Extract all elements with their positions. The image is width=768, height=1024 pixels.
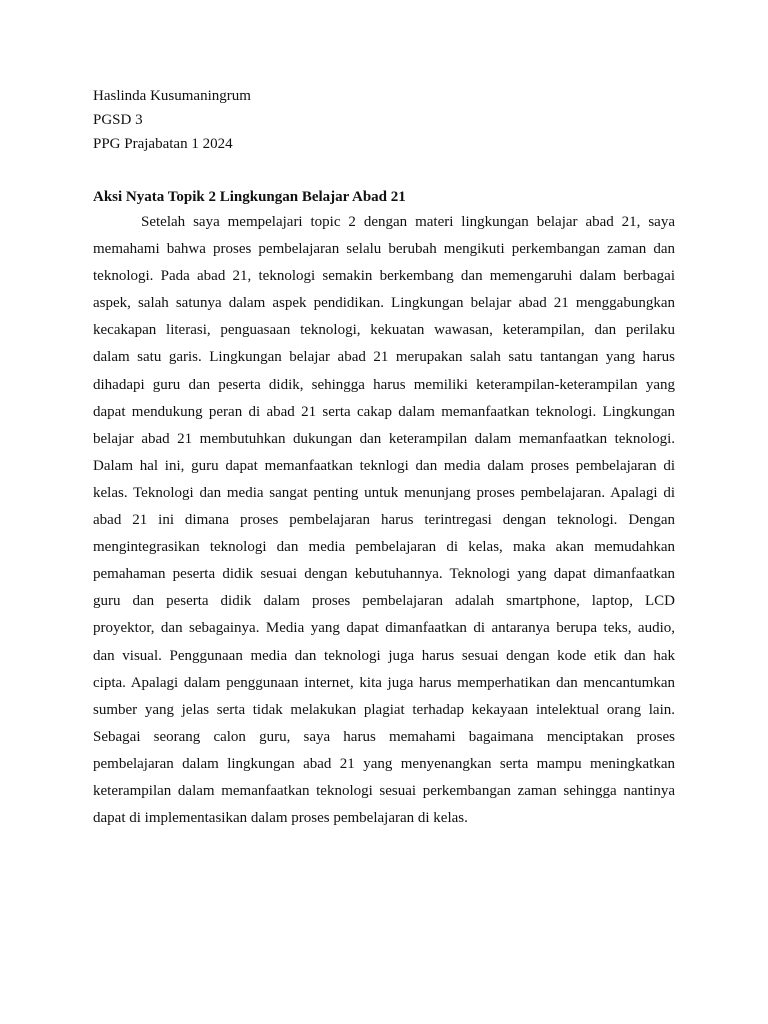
- paragraph-line: Dalam hal ini, guru dapat memanfaatkan teknlogi dan media dalam proses pembelajaran di: [93, 457, 675, 474]
- paragraph-line: guru dan peserta didik dalam proses pembelajaran adalah smartphone, laptop, LCD: [93, 593, 675, 610]
- paragraph-line: pemahaman peserta didik sesuai dengan kebutuhannya. Teknologi yang dapat dimanfaatkan: [93, 566, 675, 583]
- paragraph-line: abad 21 ini dimana proses pembelajaran harus terintregasi dengan teknologi. Dengan: [93, 512, 675, 529]
- paragraph-line: Setelah saya mempelajari topic 2 dengan materi lingkungan belajar abad 21, saya: [141, 214, 675, 230]
- paragraph-line: kelas. Teknologi dan media sangat penting untuk menunjang proses pembelajaran. Apalagi di: [93, 484, 675, 501]
- paragraph-line: pembelajaran dalam lingkungan abad 21 yang menyenangkan serta mampu meningkatkan: [93, 755, 675, 772]
- paragraph-line: kecakapan literasi, penguasaan teknologi, kekuatan wawasan, keterampilan, dan perilaku: [93, 322, 675, 339]
- body-paragraph: [93, 209, 675, 832]
- author-header: [93, 84, 675, 156]
- document-title: Aksi Nyata Topik 2 Lingkungan Belajar Abad 21: [93, 189, 406, 205]
- paragraph-line: belajar abad 21 membutuhkan dukungan dan keterampilan dalam memanfaatkan teknologi.: [93, 430, 675, 447]
- paragraph-line: mengintegrasikan teknologi dan media pembelajaran di kelas, maka akan memudahkan: [93, 539, 675, 556]
- paragraph-line: dan visual. Penggunaan media dan teknologi juga harus sesuai dengan kode etik dan hak: [93, 647, 675, 664]
- paragraph-line: proyektor, dan sebagainya. Media yang dapat dimanfaatkan di antaranya berupa teks, audio,: [93, 620, 675, 637]
- paragraph-line: keterampilan dalam memanfaatkan teknologi sesuai perkembangan zaman sehingga nantinya: [93, 782, 675, 799]
- paragraph-line: dihadapi guru dan peserta didik, sehingga harus memiliki keterampilan-keterampilan yang: [93, 376, 675, 393]
- author-name: Haslinda Kusumaningrum: [93, 88, 251, 104]
- paragraph-line: cipta. Apalagi dalam penggunaan internet, kita juga harus memperhatikan dan mencantumkan: [93, 674, 675, 691]
- paragraph-line: dalam satu garis. Lingkungan belajar abad 21 merupakan salah satu tantangan yang harus: [93, 349, 675, 366]
- paragraph-line: dapat di implementasikan dalam proses pembelajaran di kelas.: [93, 810, 468, 827]
- paragraph-line: memahami bahwa proses pembelajaran selalu berubah mengikuti perkembangan zaman dan: [93, 241, 675, 258]
- paragraph-line: Sebagai seorang calon guru, saya harus memahami bagaimana menciptakan proses: [93, 728, 675, 745]
- paragraph-line: dapat mendukung peran di abad 21 serta cakap dalam memanfaatkan teknologi. Lingkungan: [93, 403, 675, 420]
- paragraph-line: aspek, salah satunya dalam aspek pendidikan. Lingkungan belajar abad 21 menggabungkan: [93, 295, 675, 312]
- author-program: PPG Prajabatan 1 2024: [93, 136, 233, 152]
- paragraph-line: sumber yang jelas serta tidak melakukan plagiat terhadap kekayaan intelektual orang lain.: [93, 701, 675, 718]
- author-class: PGSD 3: [93, 112, 143, 128]
- paragraph-line: teknologi. Pada abad 21, teknologi semakin berkembang dan memengaruhi dalam berbagai: [93, 268, 675, 285]
